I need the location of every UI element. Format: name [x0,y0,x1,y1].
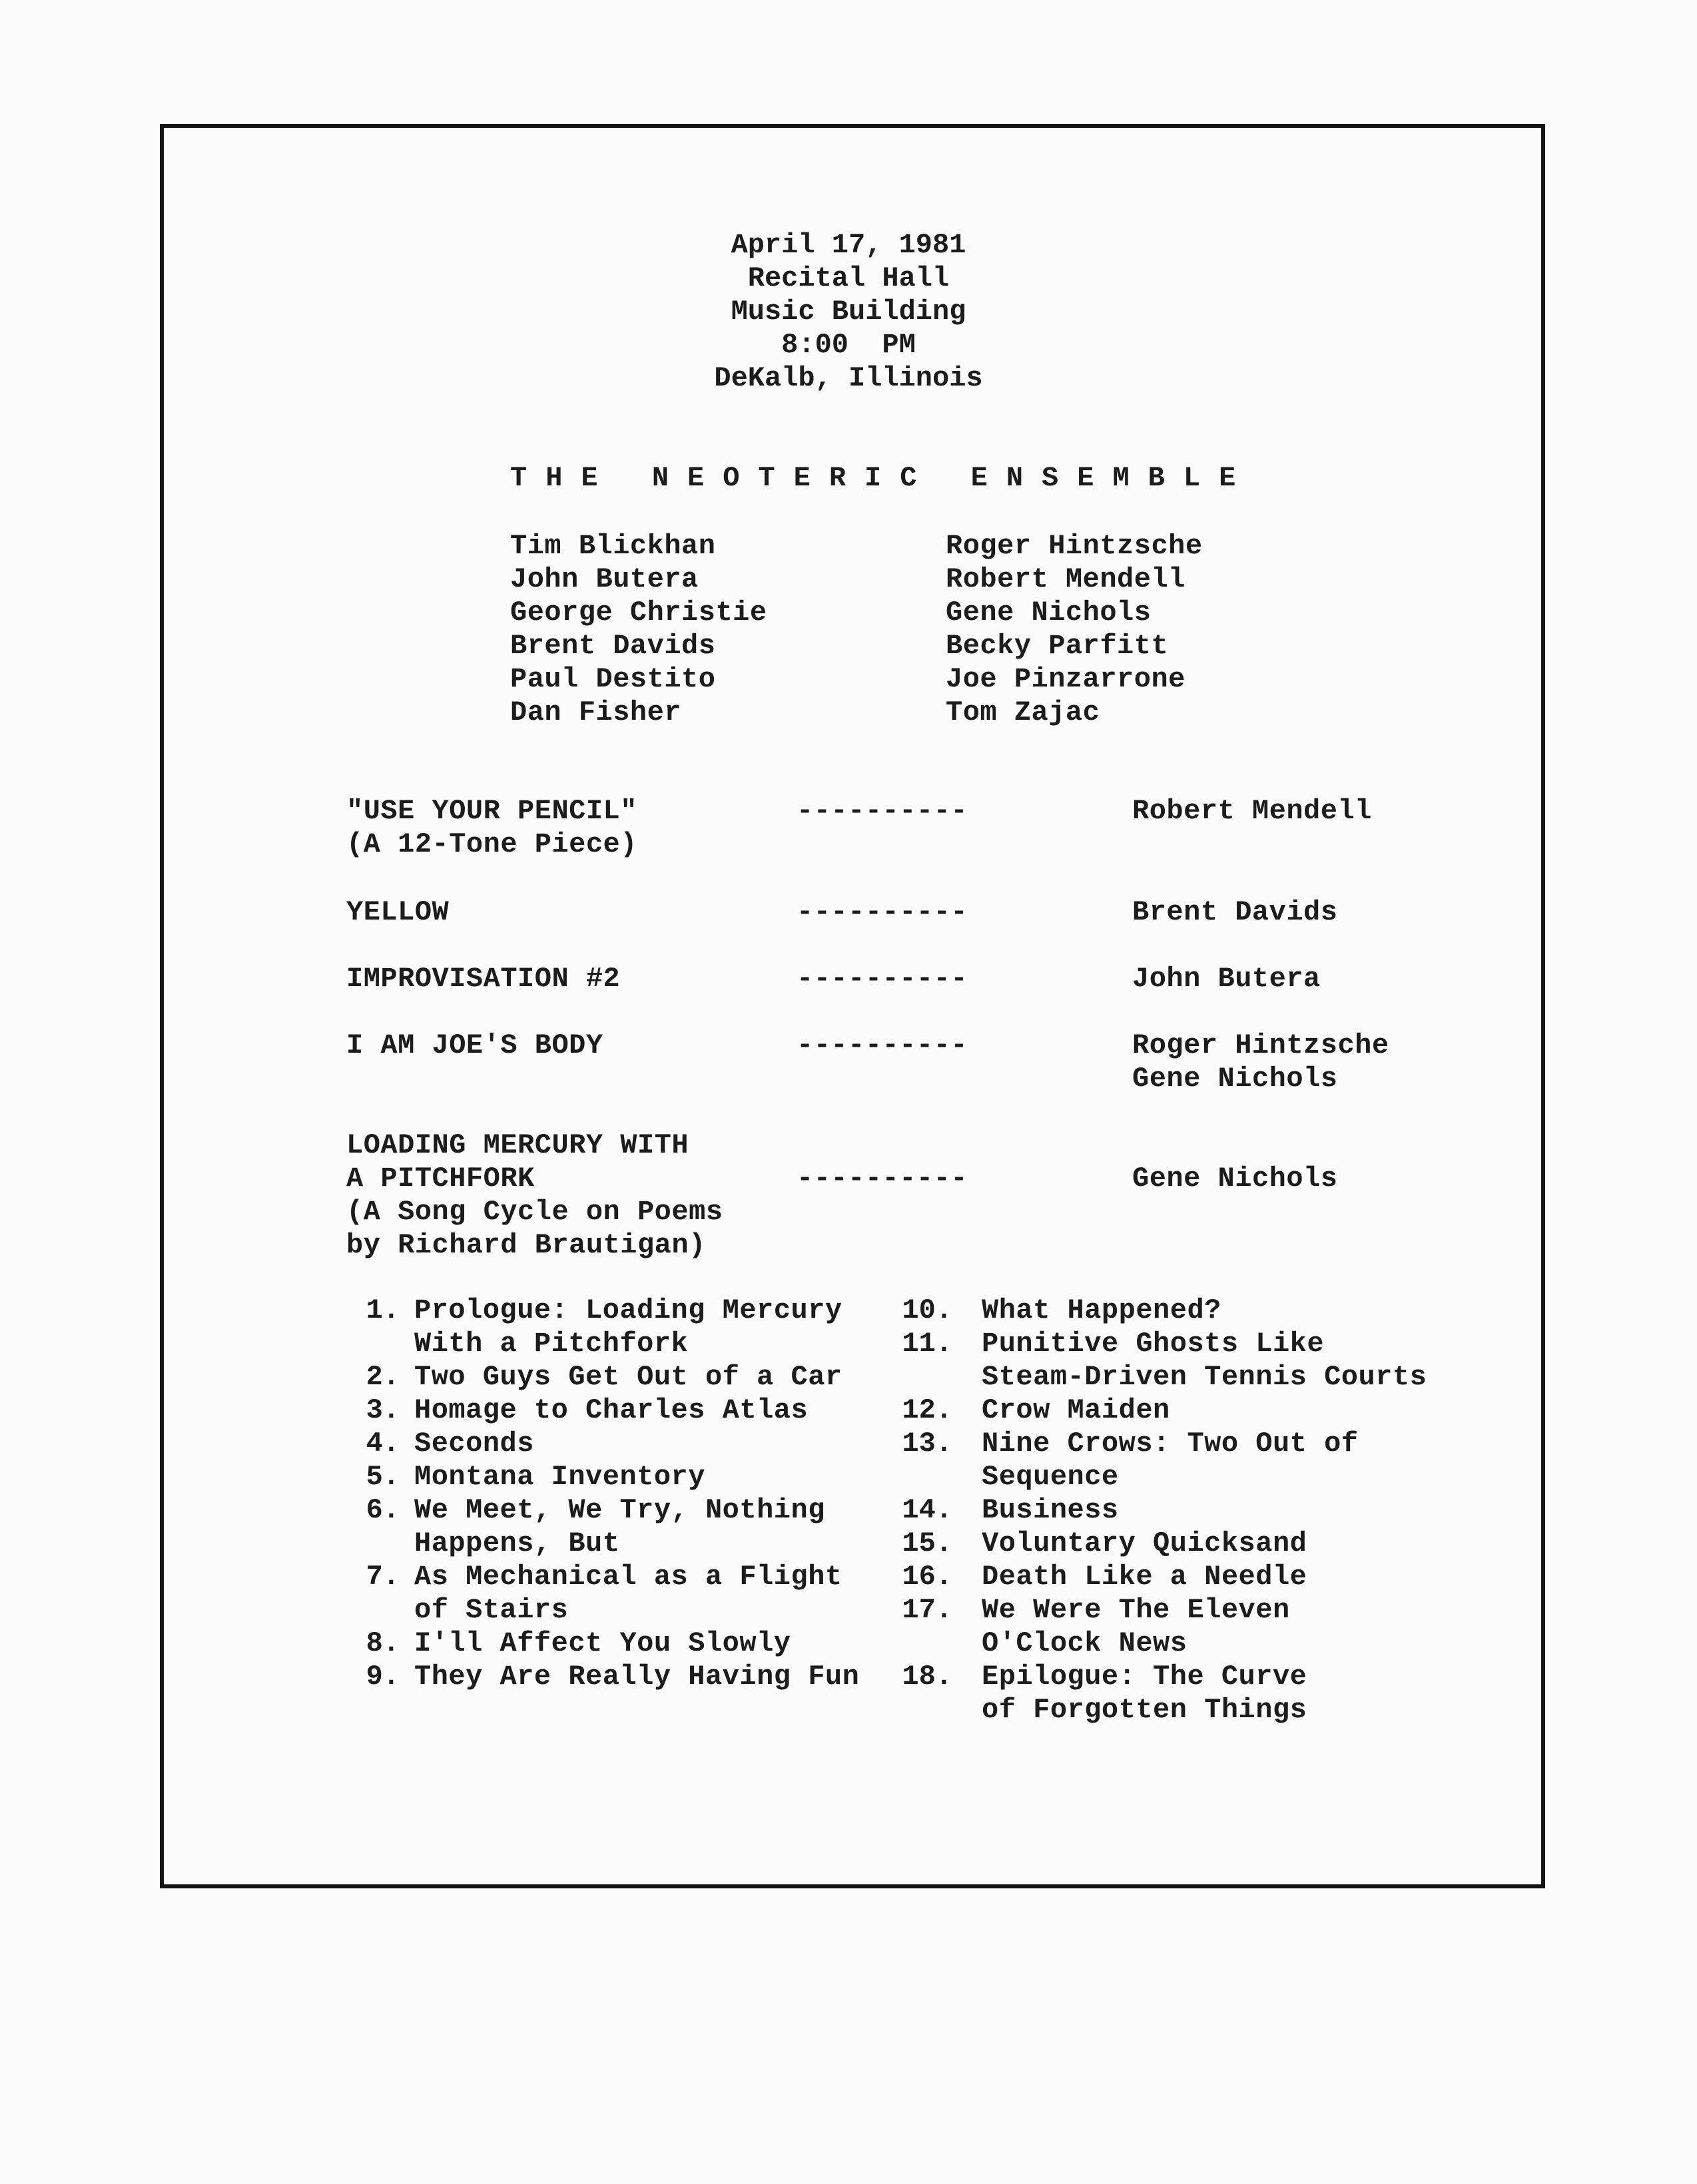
song-title: Montana Inventory [414,1461,705,1493]
piece-composer: John Butera [1132,963,1321,995]
concert-time: 8:00 PM [781,329,916,361]
member-right: Tom Zajac [946,696,1100,728]
piece-title: A PITCHFORK [346,1163,535,1195]
song-number: 10. [902,1294,952,1326]
member-left: John Butera [510,563,699,595]
song-title: O'Clock News [982,1627,1188,1659]
song-title: Prologue: Loading Mercury [414,1294,843,1326]
song-number: 15. [902,1527,952,1559]
piece-subtitle: by Richard Brautigan) [346,1229,706,1261]
ensemble-title: THE NEOTERIC ENSEMBLE [510,462,1255,494]
song-title: What Happened? [982,1294,1221,1326]
song-number: 11. [902,1328,952,1360]
member-right: Robert Mendell [946,563,1186,595]
song-number: 2. [366,1361,400,1393]
piece-title: LOADING MERCURY WITH [346,1129,689,1161]
song-title: Two Guys Get Out of a Car [414,1361,843,1393]
song-number: 12. [902,1394,952,1426]
piece-composer: Gene Nichols [1132,1063,1338,1095]
song-number: 3. [366,1394,400,1426]
piece-title: I AM JOE'S BODY [346,1029,603,1061]
song-title: Punitive Ghosts Like [982,1328,1325,1360]
song-title: Business [982,1494,1119,1526]
song-title: As Mechanical as a Flight [414,1561,843,1593]
song-number: 4. [366,1428,400,1460]
song-title: Sequence [982,1461,1119,1493]
member-right: Roger Hintzsche [946,530,1203,562]
song-title: Crow Maiden [982,1394,1170,1426]
piece-dash: ---------- [797,795,968,827]
member-right: Becky Parfitt [946,630,1169,662]
piece-dash: ---------- [797,1163,968,1195]
piece-composer: Brent Davids [1132,896,1338,928]
piece-composer: Gene Nichols [1132,1163,1338,1195]
song-title: Seconds [414,1428,534,1460]
song-number: 1. [366,1294,400,1326]
member-right: Joe Pinzarrone [946,663,1186,695]
piece-subtitle: (A Song Cycle on Poems [346,1196,723,1228]
song-title: Death Like a Needle [982,1561,1307,1593]
song-title: Voluntary Quicksand [982,1527,1307,1559]
song-title: Happens, But [414,1527,620,1559]
song-number: 16. [902,1561,952,1593]
concert-venue: Recital Hall [747,262,950,294]
member-left: Tim Blickhan [510,530,716,562]
song-title: We Meet, We Try, Nothing [414,1494,825,1526]
song-number: 5. [366,1461,400,1493]
song-number: 7. [366,1561,400,1593]
song-title: They Are Really Having Fun [414,1661,860,1693]
song-title: of Forgotten Things [982,1694,1307,1726]
piece-dash: ---------- [797,896,968,928]
member-left: Brent Davids [510,630,716,662]
member-left: George Christie [510,597,767,629]
song-number: 18. [902,1661,952,1693]
concert-date: April 17, 1981 [731,229,966,261]
song-title: I'll Affect You Slowly [414,1627,791,1659]
member-left: Paul Destito [510,663,716,695]
song-title: Homage to Charles Atlas [414,1394,809,1426]
piece-composer: Roger Hintzsche [1132,1029,1389,1061]
piece-composer: Robert Mendell [1132,795,1372,827]
concert-building: Music Building [731,296,966,328]
song-number: 6. [366,1494,400,1526]
song-title: We Were The Eleven [982,1594,1290,1626]
song-number: 9. [366,1661,400,1693]
song-number: 17. [902,1594,952,1626]
piece-title: "USE YOUR PENCIL" [346,795,637,827]
song-number: 14. [902,1494,952,1526]
song-title: With a Pitchfork [414,1328,689,1360]
member-left: Dan Fisher [510,696,682,728]
concert-city: DeKalb, Illinois [714,362,983,394]
song-title: Epilogue: The Curve [982,1661,1307,1693]
song-number: 8. [366,1627,400,1659]
piece-dash: ---------- [797,1029,968,1061]
piece-title: IMPROVISATION #2 [346,963,621,995]
piece-title: YELLOW [346,896,450,928]
member-right: Gene Nichols [946,597,1152,629]
song-title: Nine Crows: Two Out of [982,1428,1359,1460]
song-title: of Stairs [414,1594,569,1626]
piece-subtitle: (A 12-Tone Piece) [346,828,637,860]
song-title: Steam-Driven Tennis Courts [982,1361,1427,1393]
piece-dash: ---------- [797,963,968,995]
song-number: 13. [902,1428,952,1460]
